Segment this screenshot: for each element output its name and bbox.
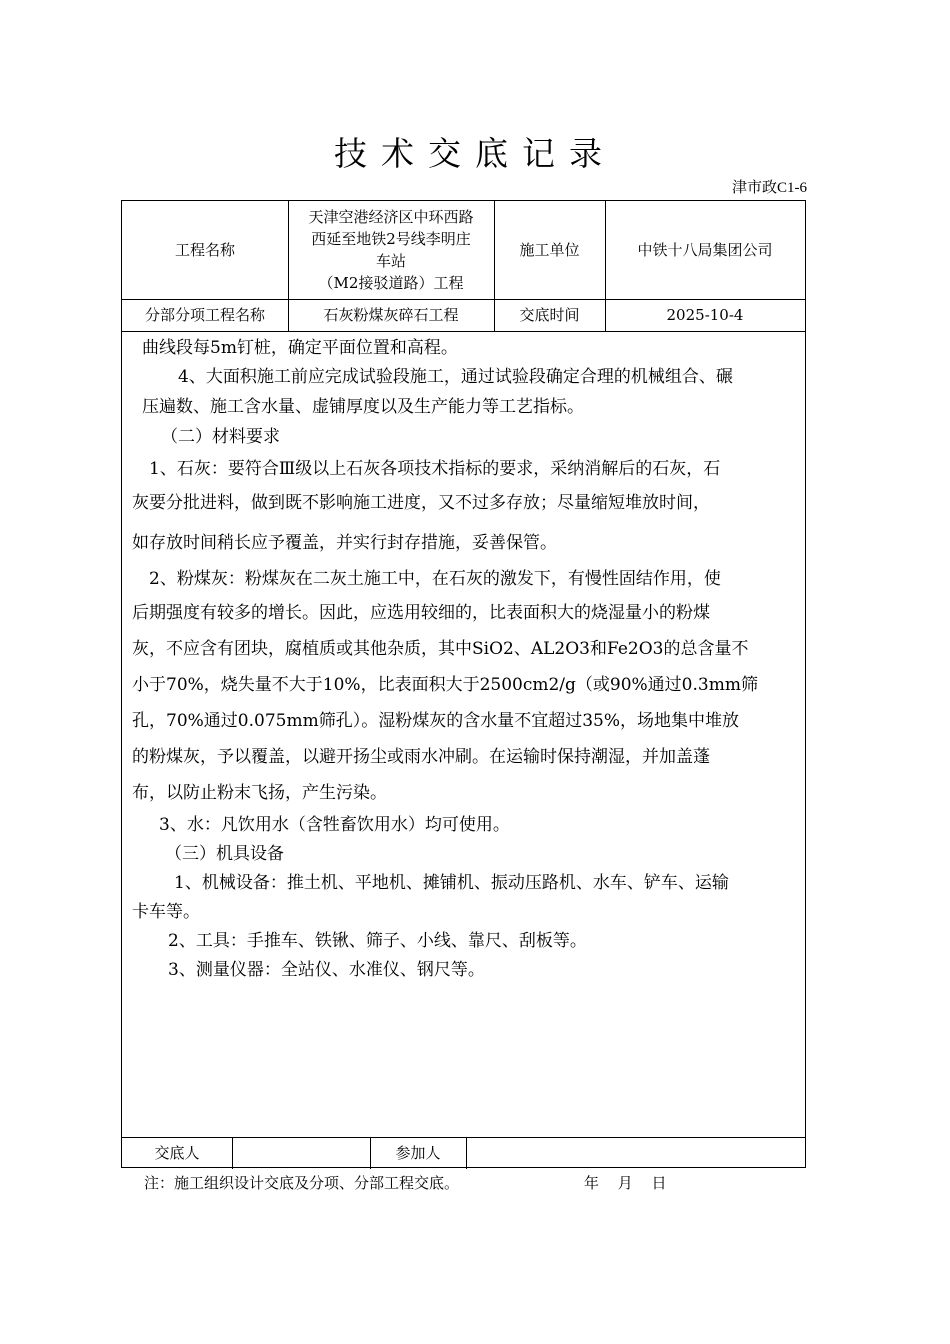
sub-project-label: 分部分项工程名称	[144, 306, 265, 324]
content-line: 卡车等。	[132, 902, 200, 922]
content-line: 小于70%，烧失量不大于10%，比表面积大于2500cm2/g（或90%通过0.3mm筛	[132, 675, 758, 695]
date-label: 交底时间	[519, 306, 580, 324]
content-line: 1、机械设备：推土机、平地机、摊铺机、振动压路机、水车、铲车、运输	[174, 873, 729, 893]
content-line: 3、水：凡饮用水（含牲畜饮用水）均可使用。	[159, 815, 510, 835]
project-name-value	[288, 201, 494, 299]
project-name-label: 工程名称	[174, 241, 235, 259]
content-line: 后期强度有较多的增长。因此，应选用较细的，比表面积大的烧湿量小的粉煤	[132, 603, 710, 623]
participants-label: 参加人	[395, 1144, 441, 1162]
content-line: 曲线段每5m钉桩，确定平面位置和高程。	[142, 338, 458, 358]
contractor-label: 施工单位	[519, 241, 580, 259]
content-line: 压遍数、施工含水量、虚铺厚度以及生产能力等工艺指标。	[142, 397, 584, 417]
form-code: 津市政C1-6	[731, 180, 807, 196]
project-name-line: 车站	[375, 252, 406, 270]
section-heading: （二）材料要求	[161, 427, 280, 447]
presenter-field[interactable]	[232, 1137, 370, 1169]
sub-project-value: 石灰粉煤灰碎石工程	[323, 306, 459, 324]
contractor-value: 中铁十八局集团公司	[637, 241, 773, 259]
content-line: 如存放时间稍长应予覆盖，并实行封存措施，妥善保管。	[132, 533, 557, 553]
content-line: 孔，70%通过0.075mm筛孔）。湿粉煤灰的含水量不宜超过35%，场地集中堆放	[132, 711, 739, 731]
content-line: 1、石灰：要符合Ⅲ级以上石灰各项技术指标的要求，采纳消解后的石灰，石	[149, 459, 721, 479]
content-line: 2、粉煤灰：粉煤灰在二灰土施工中，在石灰的激发下，有慢性固结作用，使	[149, 569, 721, 589]
participants-field[interactable]	[466, 1137, 805, 1169]
content-line: 的粉煤灰，予以覆盖，以避开扬尘或雨水冲刷。在运输时保持潮湿，并加盖蓬	[132, 747, 710, 767]
project-name-line: 天津空港经济区中环西路	[308, 208, 474, 226]
presenter-label: 交底人	[154, 1144, 200, 1162]
project-name-line: （M2接驳道路）工程	[318, 274, 464, 292]
date-value: 2025-10-4	[666, 306, 744, 324]
record-table	[121, 200, 806, 1168]
content-line: 3、测量仪器：全站仪、水准仪、钢尺等。	[168, 960, 485, 980]
section-heading: （三）机具设备	[165, 844, 284, 864]
content-line: 布，以防止粉末飞扬，产生污染。	[132, 783, 387, 803]
footer-note: 注：施工组织设计交底及分项、分部工程交底。	[144, 1174, 460, 1192]
document-title: 技术交底记录	[334, 134, 616, 173]
project-name-line: 西延至地铁2号线李明庄	[311, 230, 471, 248]
content-line: 2、工具：手推车、铁锹、筛子、小线、靠尺、刮板等。	[168, 931, 587, 951]
content-line: 灰，不应含有团块，腐植质或其他杂质，其中SiO2、AL2O3和Fe2O3的总含量不	[132, 639, 749, 659]
content-line: 灰要分批进料，做到既不影响施工进度，又不过多存放；尽量缩短堆放时间，	[132, 493, 710, 513]
content-line: 4、大面积施工前应完成试验段施工，通过试验段确定合理的机械组合、碾	[178, 367, 733, 387]
footer-date: 年 月 日	[584, 1174, 667, 1192]
row-divider	[122, 331, 805, 332]
